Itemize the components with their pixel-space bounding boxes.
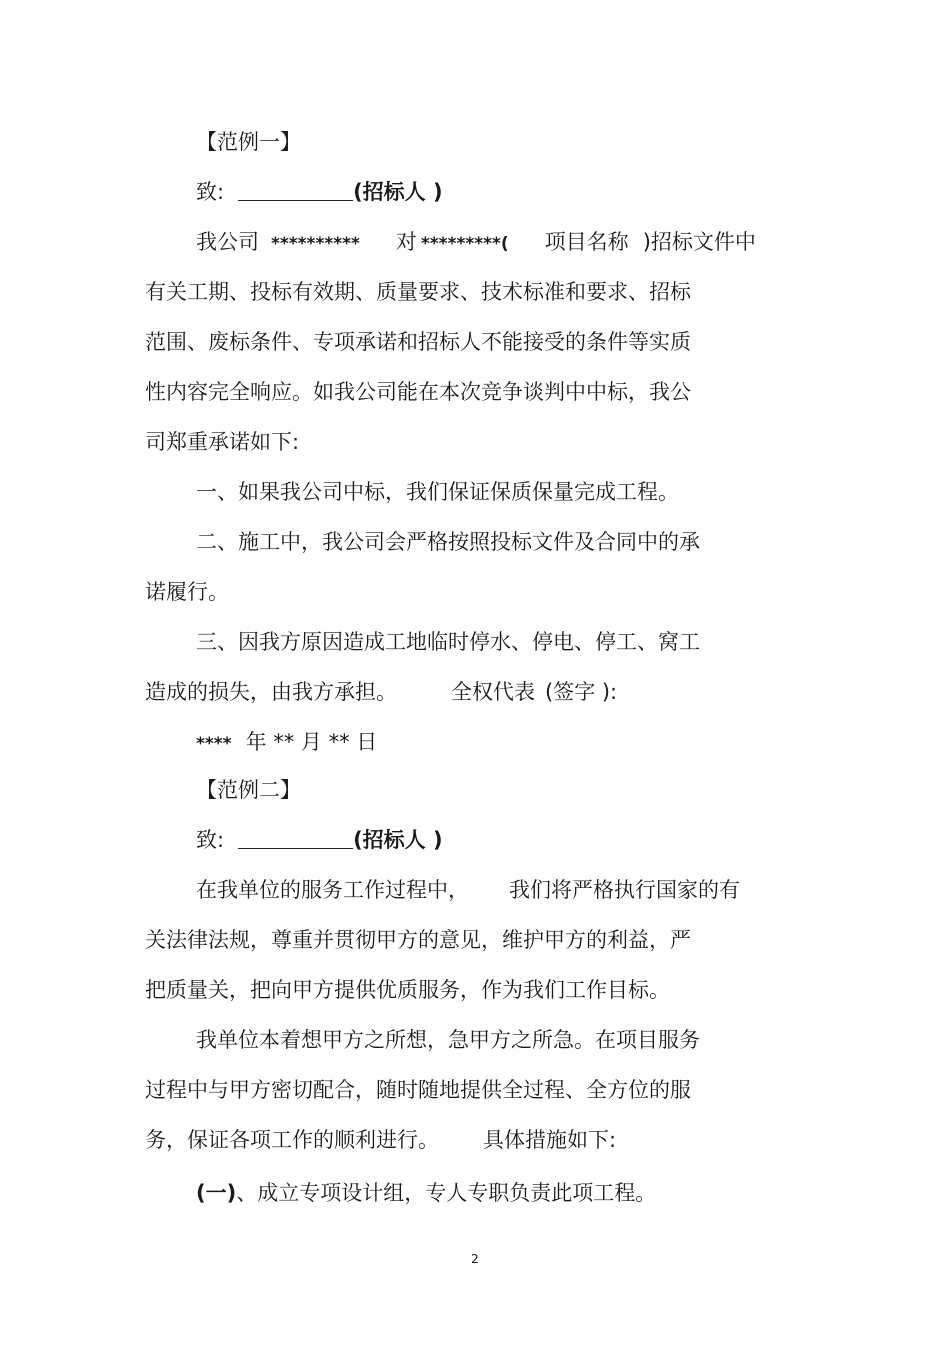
company-name-mask: ********** <box>271 234 360 254</box>
example-2-para-2-line-3 <box>145 1125 616 1155</box>
example-1-body-line-4: 性内容完全响应。如我公司能在本次竞争谈判中中标，我公 <box>145 380 691 404</box>
example-1-body-line-2: 有关工期、投标有效期、质量要求、技术标准和要求、招标 <box>145 280 691 304</box>
intro-part-c: 项目名称 <box>544 230 629 254</box>
date-line <box>196 727 377 757</box>
example-2-para-1-line-2: 关法律法规，尊重并贯彻甲方的意见，维护甲方的利益，严 <box>145 928 691 952</box>
commitment-item-3-line-2 <box>145 677 617 707</box>
date-rest: 年 ** 月 ** 日 <box>245 730 378 754</box>
bidder-label: (招标人 ) <box>353 828 443 852</box>
signature-note: (签字 ): <box>545 680 618 704</box>
commitment-item-3-line-1: 三、因我方原因造成工地临时停水、停电、停工、窝工 <box>196 630 700 654</box>
intro-part-d: )招标文件中 <box>642 230 756 254</box>
example-1-intro-line <box>196 227 756 257</box>
to-label: 致: <box>196 180 225 204</box>
para-2-part-a: 务，保证各项工作的顺利进行。 <box>145 1128 439 1152</box>
example-1-body-line-3: 范围、废标条件、专项承诺和招标人不能接受的条件等实质 <box>145 330 691 354</box>
example-2-addressee <box>196 825 443 855</box>
blank-line <box>238 826 353 849</box>
example-2-para-2-line-1: 我单位本着想甲方之所想，急甲方之所急。在项目服务 <box>196 1028 700 1052</box>
bidder-label: (招标人 ) <box>353 180 443 204</box>
measure-number: (一) <box>196 1181 237 1205</box>
to-label: 致: <box>196 828 225 852</box>
example-1-addressee <box>196 177 443 207</box>
commitment-item-2-line-2: 诺履行。 <box>145 580 229 604</box>
para-2-part-b: 具体措施如下: <box>483 1128 617 1152</box>
date-year-mask: **** <box>196 734 232 754</box>
para-1-part-a: 在我单位的服务工作过程中， <box>196 878 469 902</box>
measure-item-1 <box>196 1178 656 1208</box>
intro-part-a: 我公司 <box>196 230 259 254</box>
item-3-text: 造成的损失，由我方承担。 <box>145 680 397 704</box>
example-1-heading: 【范例一】 <box>196 130 301 154</box>
example-2-para-2-line-2: 过程中与甲方密切配合，随时随地提供全过程、全方位的服 <box>145 1078 691 1102</box>
example-2-para-1-line-1 <box>196 875 740 905</box>
blank-line <box>238 178 353 201</box>
intro-part-b: 对 <box>395 230 417 254</box>
example-2-para-1-line-3: 把质量关，把向甲方提供优质服务，作为我们工作目标。 <box>145 978 670 1002</box>
example-2-heading: 【范例二】 <box>196 778 301 802</box>
measure-text: 、成立专项设计组，专人专职负责此项工程。 <box>236 1181 657 1205</box>
para-1-part-b: 我们将严格执行国家的有 <box>509 878 740 902</box>
commitment-item-1: 一、如果我公司中标，我们保证保质保量完成工程。 <box>196 480 679 504</box>
commitment-item-2-line-1: 二、施工中，我公司会严格按照投标文件及合同中的承 <box>196 530 700 554</box>
example-1-body-line-5: 司郑重承诺如下: <box>145 430 300 454</box>
page-number: 2 <box>471 1252 479 1266</box>
signature-label: 全权代表 <box>451 680 535 704</box>
project-name-mask: *********( <box>420 234 509 254</box>
